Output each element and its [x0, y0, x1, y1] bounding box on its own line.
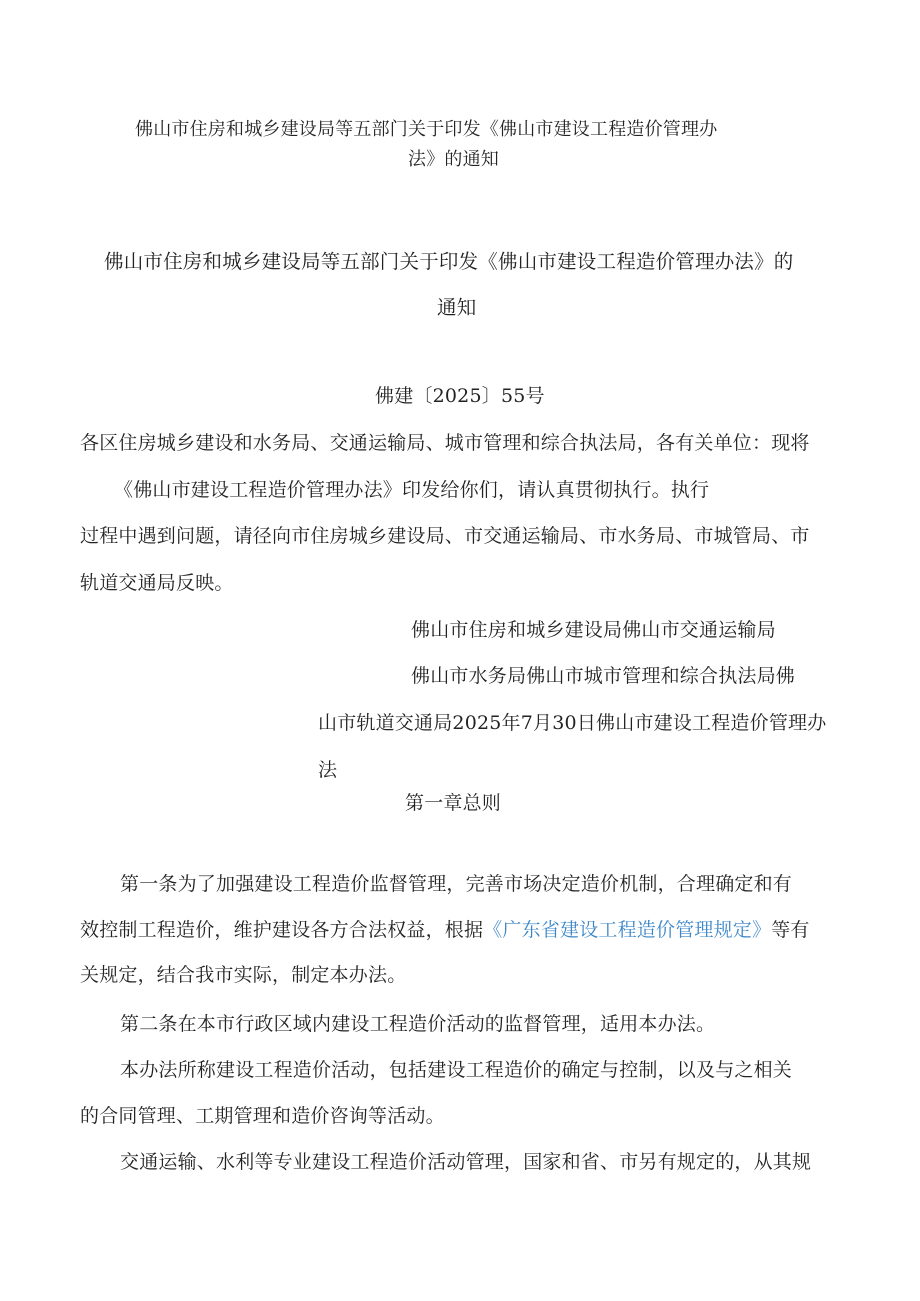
signature-line4: 法: [318, 759, 338, 781]
article1-line3: 关规定，结合我市实际，制定本办法。: [80, 964, 407, 986]
notice-line2: 《佛山市建设工程造价管理办法》印发给你们，请认真贯彻执行。执行: [114, 479, 710, 501]
article2: 第二条在本市行政区域内建设工程造价活动的监督管理，适用本办法。: [120, 1013, 716, 1035]
article1-line1: 第一条为了加强建设工程造价监督管理，完善市场决定造价机制，合理确定和有: [120, 873, 793, 895]
notice-line3: 过程中遇到问题，请径向市住房城乡建设局、市交通运输局、市水务局、市城管局、市: [80, 525, 810, 547]
article1-line2: [80, 918, 810, 942]
notice-line4: 轨道交通局反映。: [80, 572, 234, 594]
notice-line1: 各区住房城乡建设和水务局、交通运输局、城市管理和综合执法局，各有关单位：现将: [80, 432, 810, 454]
scope-line2: 的合同管理、工期管理和造价咨询等活动。: [80, 1105, 445, 1127]
signature-line3: 山市轨道交通局2025年7月30日佛山市建设工程造价管理办: [318, 712, 827, 734]
article1-line2-text: 效控制工程造价，维护建设各方合法权益，根据: [80, 919, 484, 941]
scope-line1: 本办法所称建设工程造价活动，包括建设工程造价的确定与控制，以及与之相关: [120, 1059, 793, 1081]
chapter-title: 第一章总则: [405, 792, 502, 814]
special-line1: 交通运输、水利等专业建设工程造价活动管理，国家和省、市另有规定的，从其规: [120, 1151, 812, 1173]
signature-line2: 佛山市水务局佛山市城市管理和综合执法局佛: [411, 665, 796, 687]
document-number: 佛建〔2025〕55号: [375, 385, 545, 407]
document-title-line1: 佛山市住房和城乡建设局等五部门关于印发《佛山市建设工程造价管理办法》的: [104, 250, 794, 273]
document-title-line2: 通知: [437, 296, 477, 319]
signature-line1: 佛山市住房和城乡建设局佛山市交通运输局: [411, 619, 776, 641]
article1-line2-tail: 等有: [771, 919, 810, 941]
regulation-link[interactable]: 《广东省建设工程造价管理规定》: [483, 919, 772, 941]
header-title-line2: 法》的通知: [408, 149, 499, 170]
header-title-line1: 佛山市住房和城乡建设局等五部门关于印发《佛山市建设工程造价管理办: [135, 119, 718, 140]
